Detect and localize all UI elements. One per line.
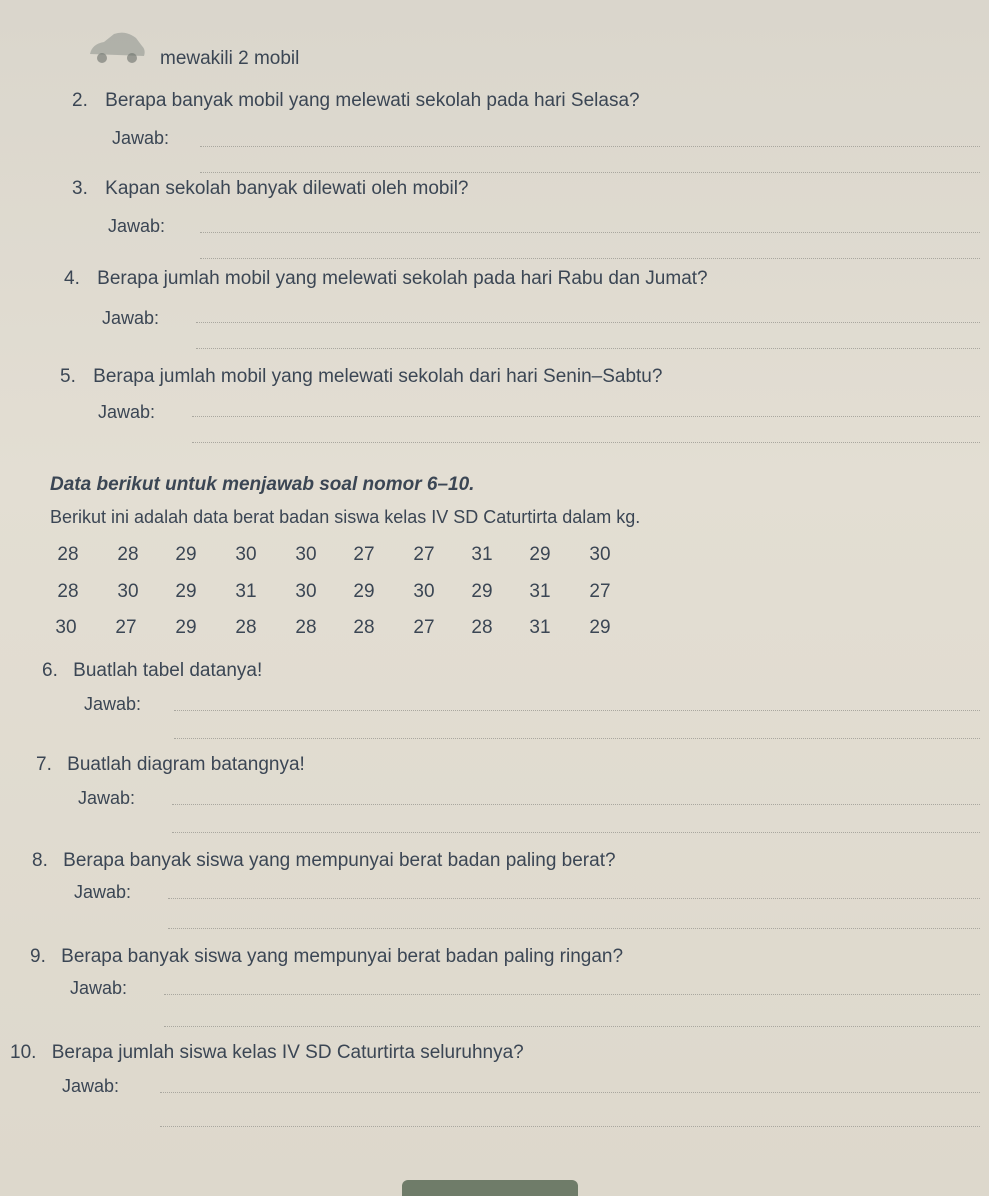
question-10 [10, 1042, 524, 1064]
answer-line [160, 1126, 980, 1127]
question-4 [64, 268, 708, 290]
data-value: 29 [471, 581, 493, 602]
data-value: 27 [353, 544, 375, 565]
question-number: 3. [72, 178, 88, 199]
data-value: 28 [57, 581, 79, 602]
question-number: 6. [42, 660, 58, 681]
answer-line [164, 1026, 980, 1027]
data-value: 29 [175, 617, 197, 638]
page-tab-decoration [402, 1180, 578, 1196]
answer-line [174, 738, 980, 739]
answer-label: Jawab: [62, 1076, 120, 1096]
question-number: 8. [32, 850, 48, 871]
answer-label: Jawab: [108, 216, 166, 236]
answer-label: Jawab: [112, 128, 170, 148]
data-value: 29 [529, 544, 551, 565]
answer-line [200, 146, 980, 147]
data-value: 30 [413, 581, 435, 602]
question-number: 4. [64, 268, 80, 289]
data-value: 31 [235, 581, 257, 602]
question-text: Berapa jumlah mobil yang melewati sekolah dari hari Senin–Sabtu? [93, 366, 663, 387]
car-icon [84, 24, 148, 68]
answer-line [160, 1092, 980, 1093]
data-value: 27 [589, 581, 611, 602]
question-text: Buatlah tabel datanya! [73, 660, 263, 681]
section-description: Berikut ini adalah data berat badan siswa kelas IV SD Caturtirta dalam kg. [50, 507, 641, 527]
question-number: 5. [60, 366, 76, 387]
question-6 [42, 660, 262, 682]
data-value: 30 [295, 544, 317, 565]
answer-line [200, 172, 980, 173]
answer-line [168, 898, 980, 899]
question-number: 2. [72, 90, 88, 111]
data-value: 30 [117, 581, 139, 602]
question-number: 7. [36, 754, 52, 775]
data-value: 29 [175, 544, 197, 565]
answer-label: Jawab: [74, 882, 132, 902]
answer-label: Jawab: [84, 694, 142, 714]
answer-label: Jawab: [102, 308, 160, 328]
question-text: Berapa banyak siswa yang mempunyai berat badan paling ringan? [61, 946, 624, 967]
answer-line [172, 804, 980, 805]
data-value: 27 [115, 617, 137, 638]
answer-line [168, 928, 980, 929]
data-value: 30 [295, 581, 317, 602]
question-8 [32, 850, 616, 872]
data-value: 31 [529, 617, 551, 638]
data-value: 28 [353, 617, 375, 638]
legend-text: mewakili 2 mobil [160, 48, 300, 69]
data-value: 28 [117, 544, 139, 565]
answer-line [196, 322, 980, 323]
answer-line [172, 832, 980, 833]
question-3 [72, 178, 469, 200]
question-5 [60, 366, 662, 388]
answer-line [192, 416, 980, 417]
question-text: Berapa banyak siswa yang mempunyai berat badan paling berat? [63, 850, 616, 871]
question-text: Berapa jumlah siswa kelas IV SD Caturtirta seluruhnya? [51, 1042, 524, 1063]
data-value: 28 [471, 617, 493, 638]
data-value: 31 [529, 581, 551, 602]
question-7 [36, 754, 305, 776]
data-value: 30 [55, 617, 77, 638]
answer-line [196, 348, 980, 349]
question-text: Kapan sekolah banyak dilewati oleh mobil? [105, 178, 469, 199]
section-heading: Data berikut untuk menjawab soal nomor 6–10. [50, 474, 475, 495]
data-value: 29 [353, 581, 375, 602]
question-text: Berapa jumlah mobil yang melewati sekolah pada hari Rabu dan Jumat? [97, 268, 708, 289]
question-9 [30, 946, 623, 968]
data-value: 29 [589, 617, 611, 638]
data-value: 27 [413, 544, 435, 565]
data-value: 27 [413, 617, 435, 638]
answer-line [192, 442, 980, 443]
question-text: Buatlah diagram batangnya! [67, 754, 305, 775]
question-text: Berapa banyak mobil yang melewati sekolah pada hari Selasa? [105, 90, 640, 111]
data-value: 31 [471, 544, 493, 565]
data-value: 30 [589, 544, 611, 565]
data-value: 29 [175, 581, 197, 602]
data-value: 30 [235, 544, 257, 565]
answer-line [200, 232, 980, 233]
answer-label: Jawab: [70, 978, 128, 998]
data-value: 28 [235, 617, 257, 638]
answer-line [174, 710, 980, 711]
question-number: 10. [10, 1042, 37, 1063]
answer-line [200, 258, 980, 259]
data-value: 28 [295, 617, 317, 638]
data-value: 28 [57, 544, 79, 565]
question-2 [72, 90, 640, 112]
answer-line [164, 994, 980, 995]
question-number: 9. [30, 946, 46, 967]
answer-label: Jawab: [78, 788, 136, 808]
answer-label: Jawab: [98, 402, 156, 422]
